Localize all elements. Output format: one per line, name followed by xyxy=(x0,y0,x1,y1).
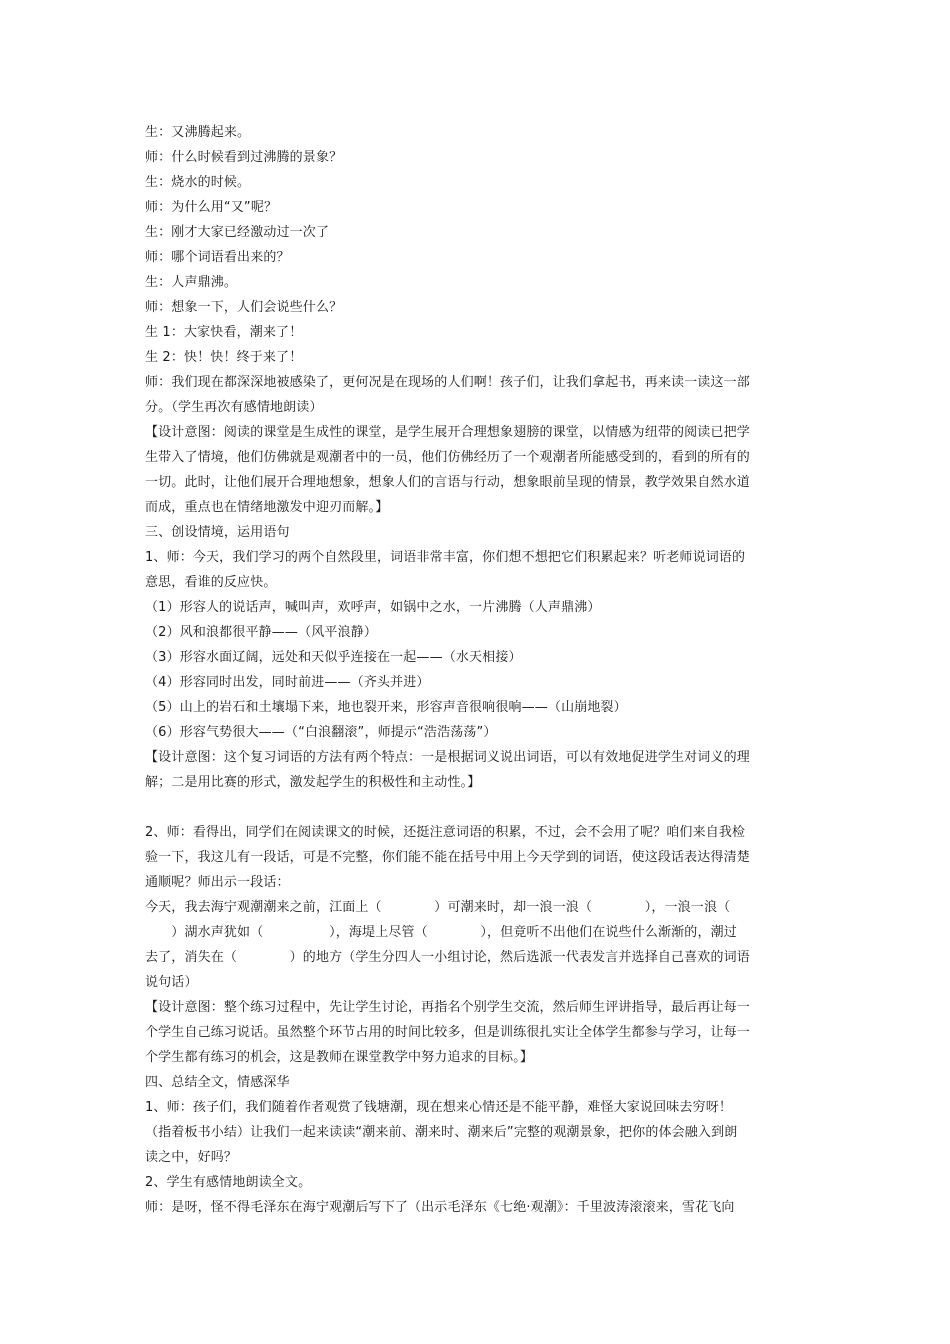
text-line: 师：为什么用“又”呢？ xyxy=(145,200,278,215)
text-line: 2、师：看得出，同学们在阅读课文的时候，还挺注意词语的积累，不过，会不会用了呢？咱们来自我检 xyxy=(145,825,746,840)
text-line: 师：什么时候看到过沸腾的景象？ xyxy=(145,150,343,165)
text-line: 今天，我去海宁观潮潮来之前，江面上（ ）可潮来时，却一浪一浪（ ），一浪一浪（ xyxy=(145,900,731,915)
text-line: 去了，消失在（ ）的地方（学生分四人一小组讨论，然后选派一代表发言并选择自己喜欢的词语 xyxy=(145,950,750,965)
text-line: 解；二是用比赛的形式，激发起学生的积极性和主动性。】 xyxy=(145,775,481,790)
text-line: 验一下，我这儿有一段话，可是不完整，你们能不能在括号中用上今天学到的词语，使这段话表达得清楚 xyxy=(145,850,750,865)
text-line: 2、学生有感情地朗读全文。 xyxy=(145,1175,312,1190)
text-line: 一切。此时，让他们展开合理地想象，想象人们的言语与行动，想象眼前呈现的情景，教学效果自然水道 xyxy=(145,475,750,490)
text-line: 1、师：今天，我们学习的两个自然段里，词语非常丰富，你们想不想把它们积累起来？听老师说词语的 xyxy=(145,550,746,565)
text-line: 【设计意图：阅读的课堂是生成性的课堂，是学生展开合理想象翅膀的课堂，以情感为纽带的阅读已把学 xyxy=(145,425,750,440)
text-line: 师：是呀，怪不得毛泽东在海宁观潮后写下了（出示毛泽东《七绝·观潮》：千里波涛滚滚来，雪花飞向 xyxy=(145,1200,735,1215)
text-line: 师：想象一下，人们会说些什么？ xyxy=(145,300,343,315)
text-line: （6）形容气势很大——（“白浪翻滚”，师提示“浩浩荡荡”） xyxy=(145,725,497,740)
text-line: 读之中，好吗？ xyxy=(145,1150,238,1165)
text-line: 生带入了情境，他们仿佛就是观潮者中的一员，他们仿佛经历了一个观潮者所能感受到的，看到的所有的 xyxy=(145,450,750,465)
text-line: 分。（学生再次有感情地朗读） xyxy=(145,400,323,415)
text-line: 生 1：大家快看，潮来了！ xyxy=(145,325,303,340)
text-line: 说句话） xyxy=(145,975,198,990)
document-page xyxy=(145,120,813,1220)
text-line: （指着板书小结）让我们一起来读读“潮来前、潮来时、潮来后”完整的观潮景象，把你的体会融入到朗 xyxy=(145,1125,738,1140)
text-line: ）湖水声犹如（ ），海堤上尽管（ ），但竟听不出他们在说些什么渐渐的，潮过 xyxy=(145,925,737,940)
text-line: 生：人声鼎沸。 xyxy=(145,275,238,290)
text-line: 【设计意图：这个复习词语的方法有两个特点：一是根据词义说出词语，可以有效地促进学生对词义的理 xyxy=(145,750,750,765)
text-line: 生：又沸腾起来。 xyxy=(145,125,251,140)
text-line: （5）山上的岩石和土壤塌下来，地也裂开来，形容声音很响很响——（山崩地裂） xyxy=(145,700,627,715)
text-line: 意思，看谁的反应快。 xyxy=(145,575,277,590)
text-line: （3）形容水面辽阔，远处和天似乎连接在一起——（水天相接） xyxy=(145,650,522,665)
text-line: 四、总结全文，情感深华 xyxy=(145,1075,290,1090)
text-line: 师：哪个词语看出来的？ xyxy=(145,250,290,265)
text-line: （2）风和浪都很平静——（风平浪静） xyxy=(145,625,377,640)
text-line: 生 2：快！快！终于来了！ xyxy=(145,350,303,365)
text-line: 生：烧水的时候。 xyxy=(145,175,251,190)
text-line: 个学生都有练习的机会，这是教师在课堂教学中努力追求的目标。】 xyxy=(145,1050,534,1065)
text-line: 【设计意图：整个练习过程中，先让学生讨论，再指名个别学生交流，然后师生评讲指导，最后再让每一 xyxy=(145,1000,750,1015)
text-line: 而成，重点也在情绪地激发中迎刃而解。】 xyxy=(145,500,389,515)
text-line: 生：刚才大家已经激动过一次了 xyxy=(145,225,330,240)
text-line: （4）形容同时出发，同时前进——（齐头并进） xyxy=(145,675,430,690)
text-line: 1、师：孩子们，我们随着作者观赏了钱塘潮，现在想来心情还是不能平静，难怪大家说回味去穷呀！ xyxy=(145,1100,733,1115)
text-line: 个学生自己练习说话。虽然整个环节占用的时间比较多，但是训练很扎实让全体学生都参与学习，让每一 xyxy=(145,1025,750,1040)
text-line: 通顺呢？师出示一段话： xyxy=(145,875,290,890)
text-line: 师：我们现在都深深地被感染了，更何况是在现场的人们啊！孩子们，让我们拿起书，再来读一读这一部 xyxy=(145,375,750,390)
text-line: （1）形容人的说话声，喊叫声，欢呼声，如锅中之水，一片沸腾（人声鼎沸） xyxy=(145,600,601,615)
blank-line xyxy=(145,795,813,820)
text-line: 三、创设情境，运用语句 xyxy=(145,525,290,540)
